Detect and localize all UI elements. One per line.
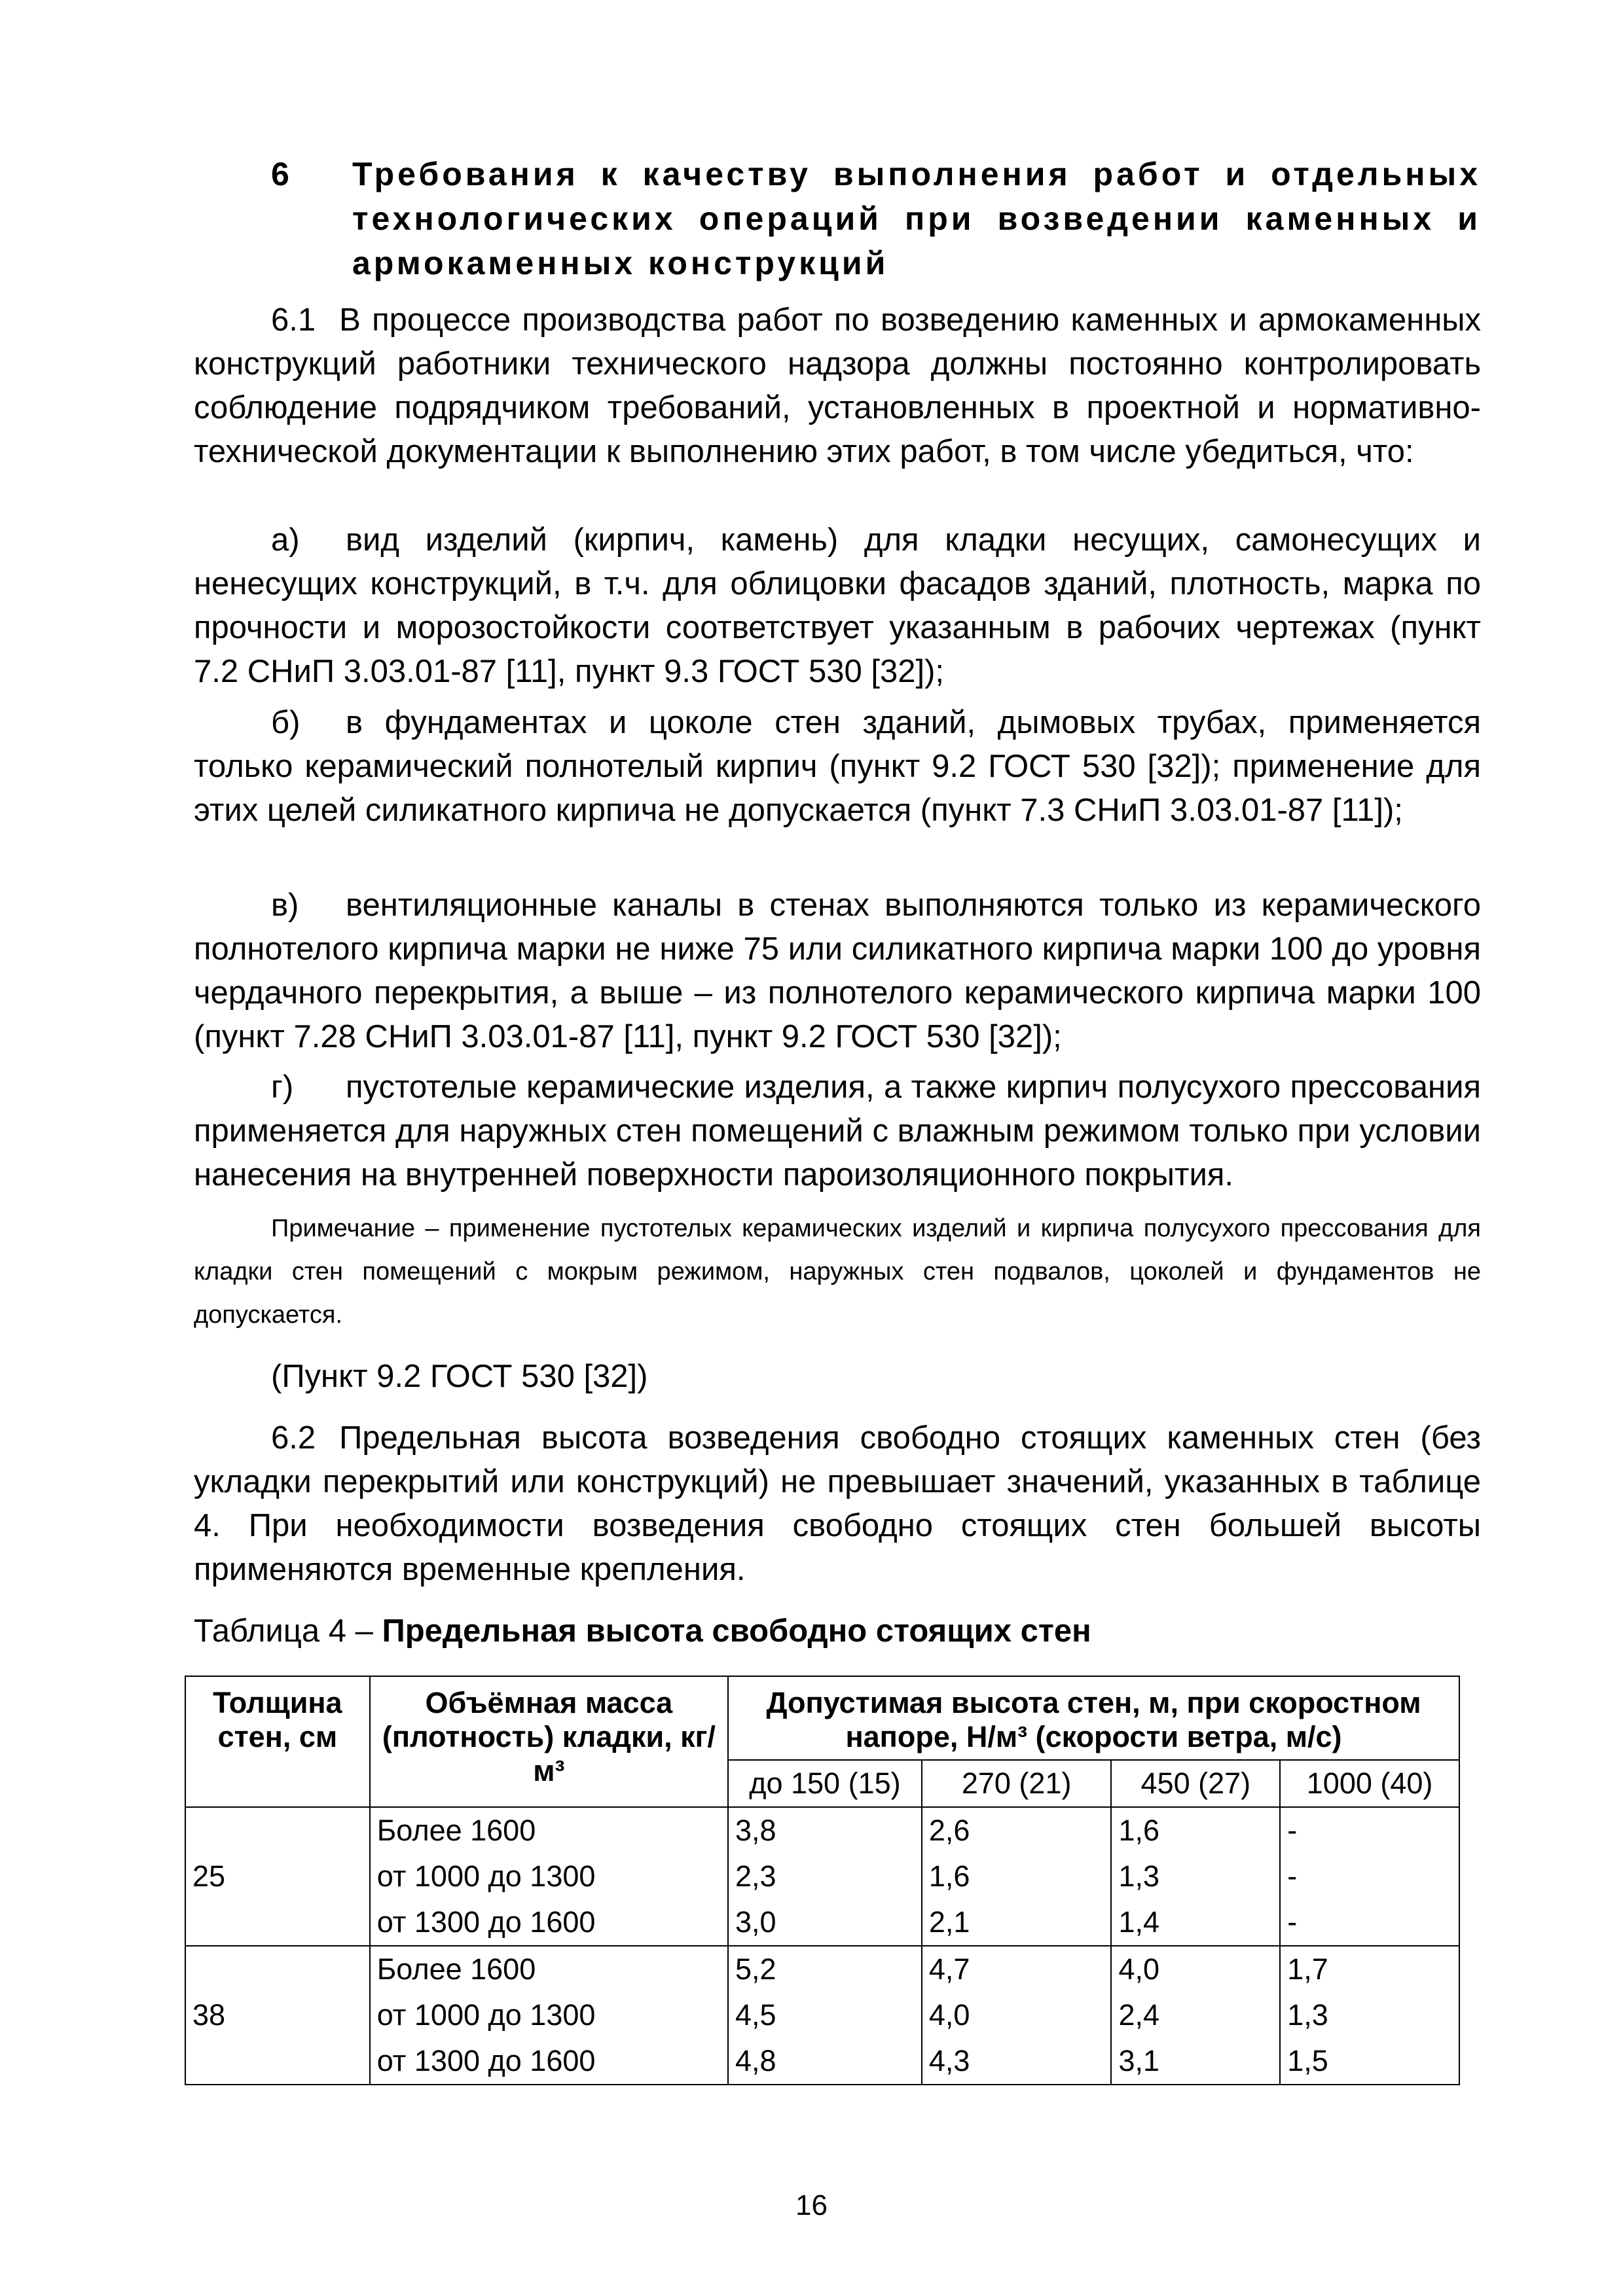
value-cell: 4,7 [922,1946,1112,1992]
value-cell: - [1280,1807,1459,1854]
density-cell: от 1300 до 1600 [370,2038,728,2085]
section-title: Требования к качеству выполнения работ и отдельных технологических операций при возведении каменных и армокаменных конструкций [352,156,1481,281]
value-cell: 1,3 [1280,1992,1459,2038]
header-allowed-height: Допустимая высота стен, м, при скоростном напоре, Н/м³ (скорости ветра, м/с) [728,1676,1459,1760]
value-cell: 2,3 [728,1854,922,1899]
thickness-cell: 25 [185,1807,370,1946]
list-item-g [194,1066,1481,1197]
list-item-a-mark: а) [271,522,300,558]
table-row [185,1899,1459,1946]
paragraph-6-1 [194,298,1481,474]
section-number: 6 [271,156,293,192]
list-item-v-mark: в) [271,888,299,923]
wall-height-table [185,1676,1460,2085]
list-item-b [194,701,1481,833]
value-cell: - [1280,1899,1459,1946]
list-item-g-text: пустотелые керамические изделия, а также кирпич полусухого прессования применяется для наружных стен помещений с влажным режимом только при условии нанесения на внутренней поверхности пароизоляционного покрытия. [194,1069,1481,1193]
value-cell: 5,2 [728,1946,922,1992]
reference-line [194,1355,1481,1399]
value-cell: 4,8 [728,2038,922,2085]
density-cell: Более 1600 [370,1946,728,1992]
table-header-row-1 [185,1676,1459,1760]
table-caption [194,1610,1091,1652]
list-item-a [194,518,1481,694]
reference-text: (Пункт 9.2 ГОСТ 530 [32]) [271,1359,648,1394]
table-row [185,1946,1459,1992]
paragraph-6-1-text: В процессе производства работ по возведению каменных и армокаменных конструкций работники технического надзора должны постоянно контролировать соблюдение подрядчиком требований, установленных в проектной и нормативно-технической документации к выполнению этих работ, в том числе убедиться, что: [194,302,1481,469]
value-cell: 4,0 [1111,1946,1280,1992]
paragraph-6-2-number: 6.2 [271,1420,316,1456]
value-cell: 3,8 [728,1807,922,1854]
density-cell: Более 1600 [370,1807,728,1854]
value-cell: 3,0 [728,1899,922,1946]
value-cell: 1,6 [922,1854,1112,1899]
value-cell: 4,3 [922,2038,1112,2085]
table-caption-prefix: Таблица 4 – [194,1613,373,1649]
list-item-v [194,884,1481,1059]
list-item-g-mark: г) [271,1069,294,1105]
list-item-a-text: вид изделий (кирпич, камень) для кладки несущих, самонесущих и ненесущих конструкций, в т.ч. для облицовки фасадов зданий, плотность, марка по прочности и морозостойкости соответствует указанным в рабочих чертежах (пункт 7.2 СНиП 3.03.01-87 [11], пункт 9.3 ГОСТ 530 [32]); [194,522,1481,689]
list-item-b-mark: б) [271,705,301,740]
header-density: Объёмная масса (плотность) кладки, кг/м³ [370,1676,728,1807]
page-number: 16 [795,2189,828,2221]
section-heading [194,152,1481,285]
value-cell: 2,4 [1111,1992,1280,2038]
value-cell: 4,0 [922,1992,1112,2038]
value-cell: 4,5 [728,1992,922,2038]
list-item-b-text: в фундаментах и цоколе стен зданий, дымовых трубах, применяется только керамический полнотелый кирпич (пункт 9.2 ГОСТ 530 [32]); применение для этих целей силикатного кирпича не допускается (пункт 7.3 СНиП 3.03.01-87 [11]); [194,705,1481,828]
density-cell: от 1000 до 1300 [370,1854,728,1899]
header-pressure-4: 1000 (40) [1280,1760,1459,1807]
thickness-cell: 38 [185,1946,370,2085]
value-cell: 3,1 [1111,2038,1280,2085]
table-row [185,1807,1459,1854]
value-cell: 1,7 [1280,1946,1459,1992]
header-pressure-2: 270 (21) [922,1760,1112,1807]
header-pressure-3: 450 (27) [1111,1760,1280,1807]
density-cell: от 1000 до 1300 [370,1992,728,2038]
header-pressure-1: до 150 (15) [728,1760,922,1807]
header-thickness: Толщина стен, см [185,1676,370,1807]
table-row [185,1992,1459,2038]
value-cell: 1,3 [1111,1854,1280,1899]
table-caption-title: Предельная высота свободно стоящих стен [382,1613,1091,1649]
density-cell: от 1300 до 1600 [370,1899,728,1946]
value-cell: - [1280,1854,1459,1899]
paragraph-6-2 [194,1416,1481,1592]
table-row [185,1854,1459,1899]
table-row [185,2038,1459,2085]
note [194,1207,1481,1336]
value-cell: 2,6 [922,1807,1112,1854]
value-cell: 2,1 [922,1899,1112,1946]
paragraph-6-1-number: 6.1 [271,302,316,338]
note-text: Примечание – применение пустотелых керамических изделий и кирпича полусухого прессования для кладки стен помещений с мокрым режимом, наружных стен подвалов, цоколей и фундаментов не допускается. [194,1215,1481,1329]
paragraph-6-2-text: Предельная высота возведения свободно стоящих каменных стен (без укладки перекрытий или конструкций) не превышает значений, указанных в таблице 4. При необходимости возведения свободно стоящих стен большей высоты применяются временные крепления. [194,1420,1481,1587]
value-cell: 1,5 [1280,2038,1459,2085]
value-cell: 1,6 [1111,1807,1280,1854]
value-cell: 1,4 [1111,1899,1280,1946]
list-item-v-text: вентиляционные каналы в стенах выполняются только из керамического полнотелого кирпича марки не ниже 75 или силикатного кирпича марки 100 до уровня чердачного перекрытия, а выше – из полнотелого керамического кирпича марки 100 (пункт 7.28 СНиП 3.03.01-87 [11], пункт 9.2 ГОСТ 530 [32]); [194,888,1481,1054]
